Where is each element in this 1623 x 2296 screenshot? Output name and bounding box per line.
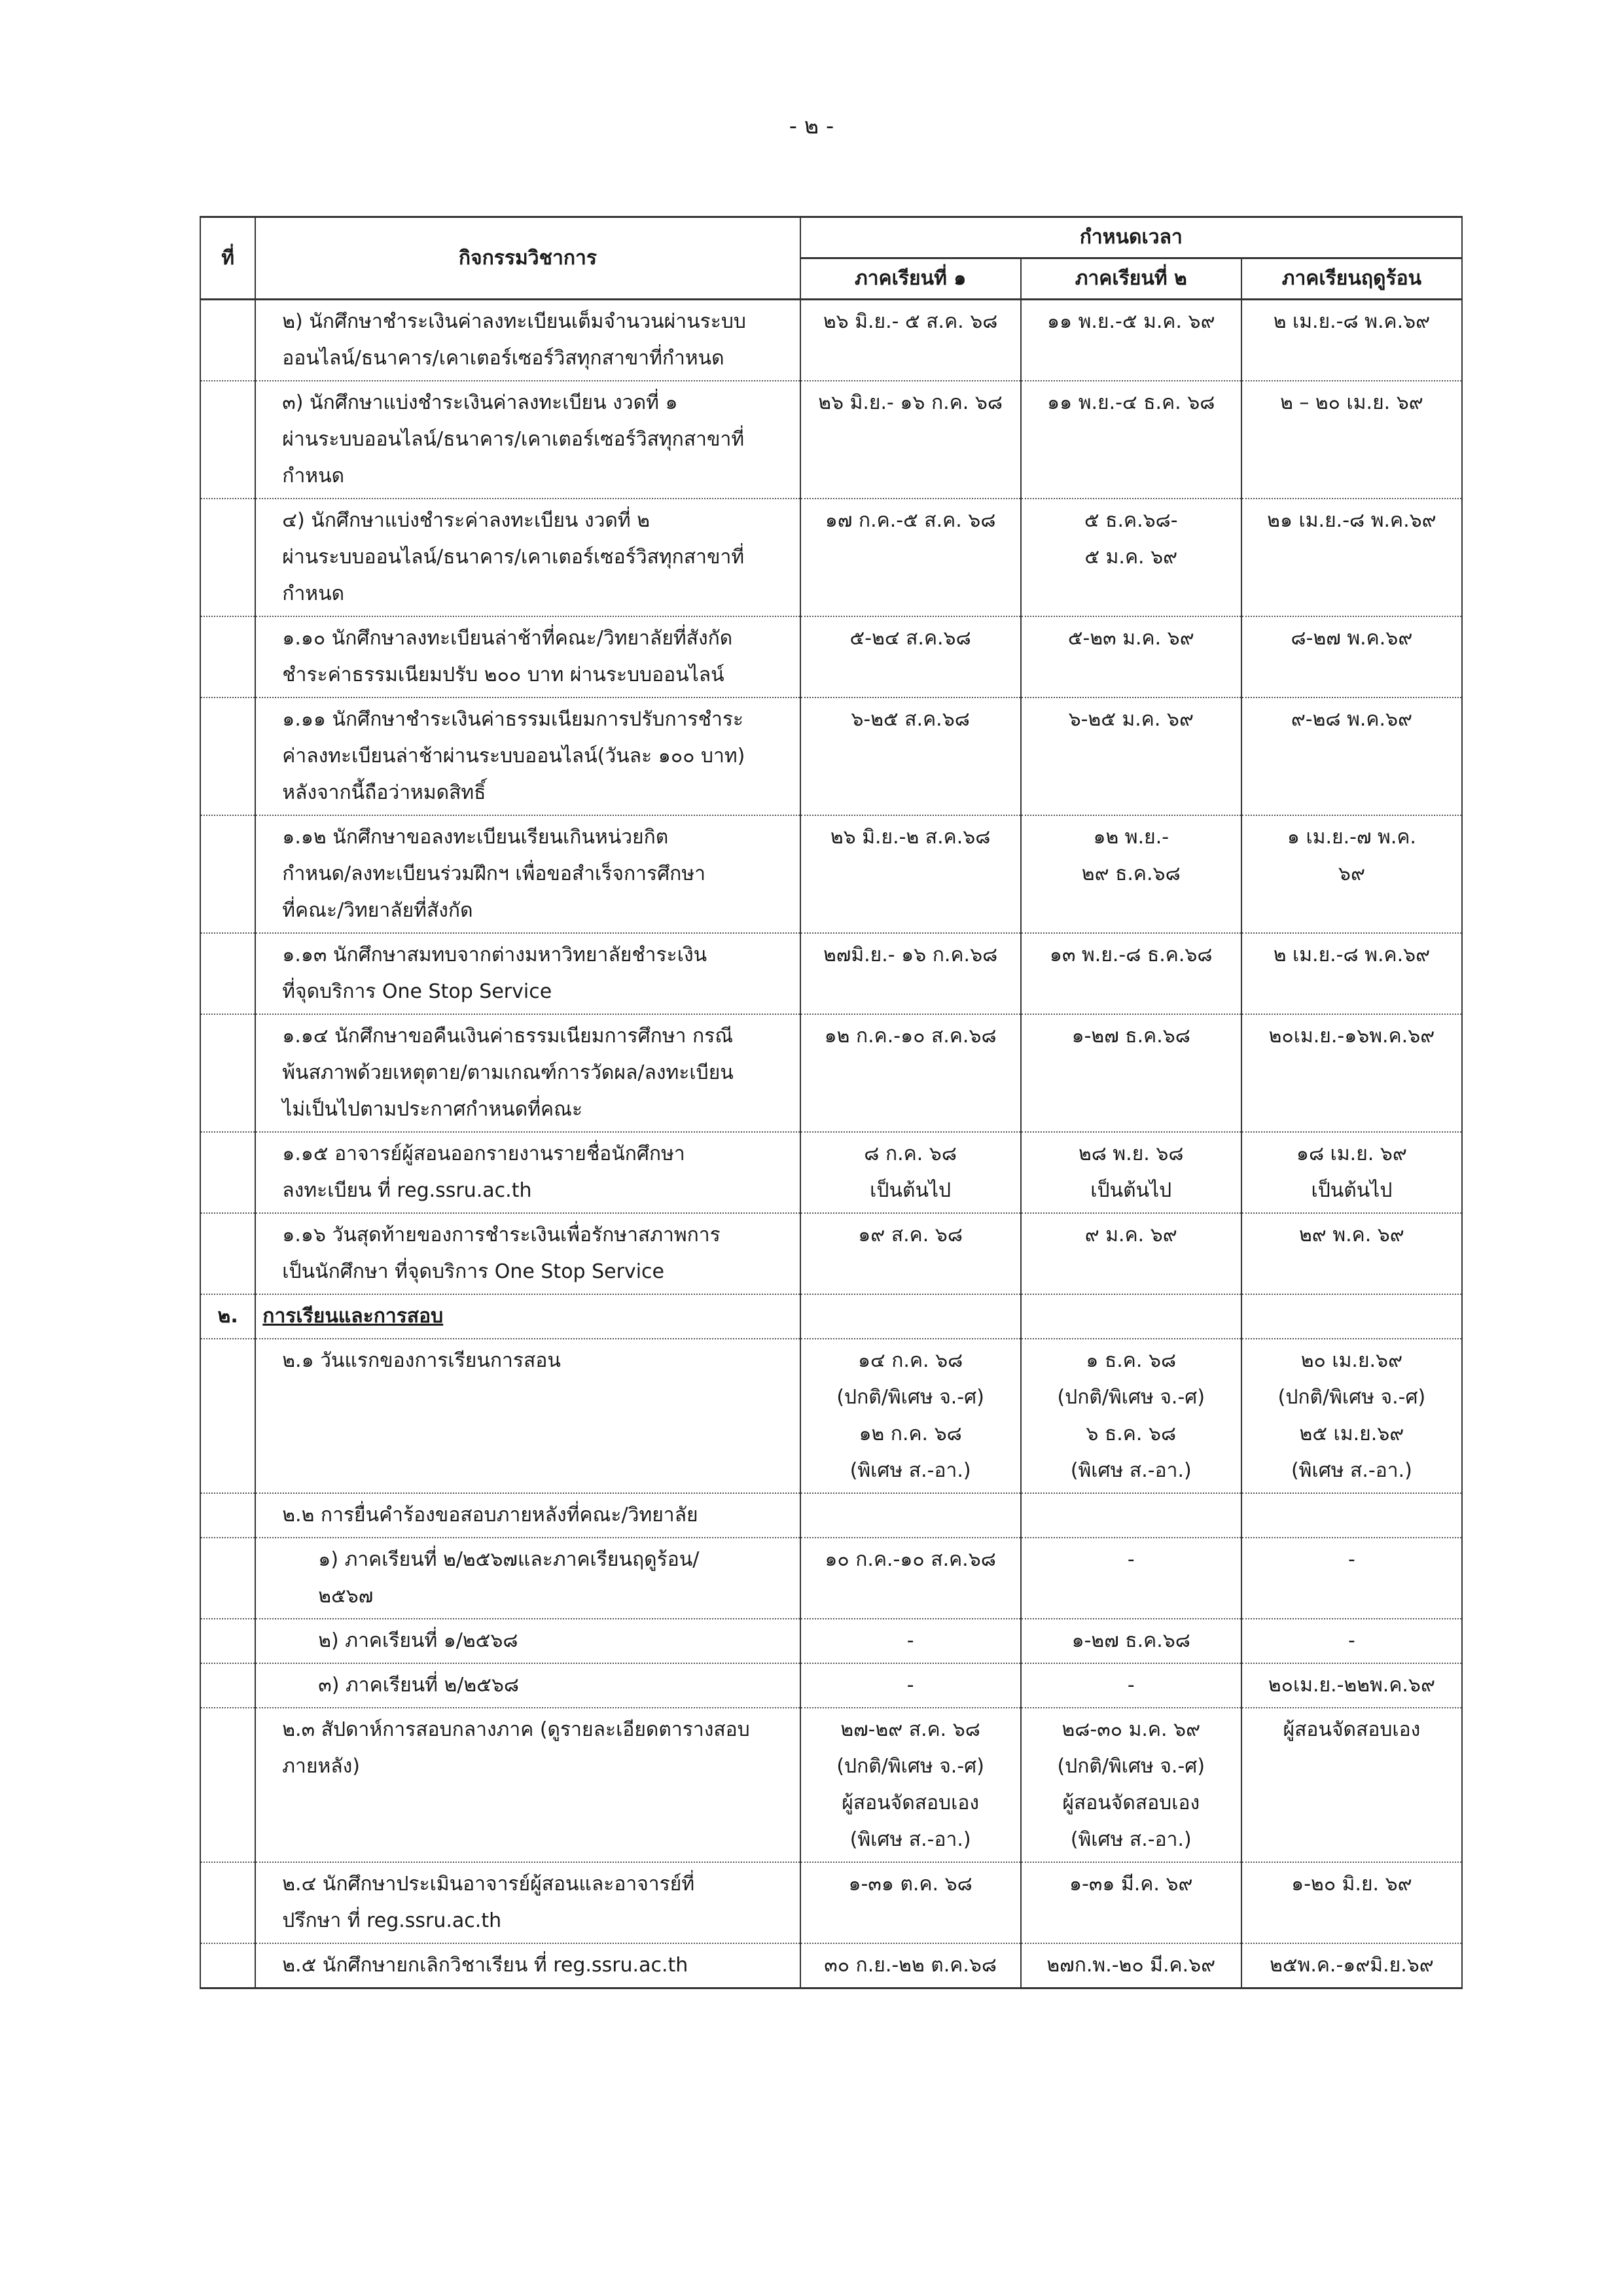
semester-1-date-line: ๑๒ ก.ค. ๖๘ <box>859 1422 962 1445</box>
activity-cell <box>255 1132 800 1213</box>
activity-cell-line: ไม่เป็นไปตามประกาศกำหนดที่คณะ <box>282 1098 583 1121</box>
summer-date <box>1241 300 1462 381</box>
table-row <box>200 300 1462 381</box>
semester-1-date <box>800 1943 1021 1988</box>
semester-2-date-line: ๑๒ พ.ย.- <box>1093 826 1169 849</box>
summer-date-line: ๖๙ <box>1338 862 1365 885</box>
summer-date-line: ๒ เม.ย.-๘ พ.ค.๖๙ <box>1273 944 1431 966</box>
activity-cell-line: ๑.๑๖ วันสุดท้ายของการชำระเงินเพื่อรักษาสภาพการ <box>282 1224 721 1246</box>
activity-cell-line: ๑.๑๔ นักศึกษาขอคืนเงินค่าธรรมเนียมการศึกษา กรณี <box>282 1025 734 1048</box>
activity-cell <box>255 698 800 815</box>
semester-1-date <box>800 300 1021 381</box>
summer-date-line: (ปกติ/พิเศษ จ.-ศ) <box>1277 1386 1426 1409</box>
semester-1-date <box>800 1708 1021 1862</box>
activity-cell-line: ๑.๑๒ นักศึกษาขอลงทะเบียนเรียนเกินหน่วยกิต <box>282 826 669 849</box>
semester-1-date-line: ๒๗-๒๙ ส.ค. ๖๘ <box>840 1718 980 1741</box>
page-number: - ๒ - <box>789 113 834 139</box>
activity-cell-line: ลงทะเบียน ที่ reg.ssru.ac.th <box>282 1179 532 1202</box>
semester-1-date-line: ๑๒ ก.ค.-๑๐ ส.ค.๖๘ <box>824 1025 997 1048</box>
semester-1-date <box>800 933 1021 1014</box>
semester-1-date-line: ๑๗ ก.ค.-๕ ส.ค. ๖๘ <box>825 509 996 532</box>
summer-date <box>1241 381 1462 499</box>
header-semester-2: ภาคเรียนที่ ๒ <box>1021 258 1241 300</box>
activity-cell-line: กำหนด <box>282 582 345 605</box>
semester-1-date-line: ๒๗มิ.ย.- ๑๖ ก.ค.๖๘ <box>823 944 998 966</box>
semester-2-date-line: ๑-๒๗ ธ.ค.๖๘ <box>1071 1025 1190 1048</box>
activity-cell-line: ๒.๔ นักศึกษาประเมินอาจารย์ผู้สอนและอาจารย์ที่ <box>282 1873 695 1896</box>
semester-2-date <box>1021 815 1241 933</box>
table-row <box>200 1014 1462 1132</box>
row-number <box>200 616 255 698</box>
summer-date <box>1241 815 1462 933</box>
semester-2-date-line: ๑ ธ.ค. ๖๘ <box>1086 1349 1177 1372</box>
activity-cell-line: ๒) นักศึกษาชำระเงินค่าลงทะเบียนเต็มจำนวนผ่านระบบ <box>282 310 746 333</box>
semester-2-date-line: - <box>1127 1548 1135 1571</box>
semester-2-date-line: ๕ ม.ค. ๖๙ <box>1084 546 1178 569</box>
semester-1-date-line: เป็นต้นไป <box>870 1179 952 1202</box>
row-number <box>200 1213 255 1294</box>
table-row <box>200 1538 1462 1619</box>
semester-2-date-line: ๕ ธ.ค.๖๘- <box>1084 509 1178 532</box>
semester-2-date <box>1021 1663 1241 1708</box>
semester-1-date-line: (ปกติ/พิเศษ จ.-ศ) <box>836 1755 984 1778</box>
table-row <box>200 1213 1462 1294</box>
activity-cell-line: ๒.๑ วันแรกของการเรียนการสอน <box>282 1349 561 1372</box>
summer-date-line: (พิเศษ ส.-อา.) <box>1291 1459 1412 1482</box>
semester-2-date <box>1021 1538 1241 1619</box>
activity-cell <box>255 381 800 499</box>
row-number <box>200 1862 255 1943</box>
header-schedule: กำหนดเวลา <box>800 217 1462 258</box>
summer-date <box>1241 1213 1462 1294</box>
activity-cell-line: ๒) ภาคเรียนที่ ๑/๒๕๖๘ <box>318 1629 518 1652</box>
semester-1-date-line: ๘ ก.ค. ๖๘ <box>864 1142 957 1165</box>
summer-date-line: - <box>1348 1548 1355 1571</box>
semester-1-date-line: ๕-๒๔ ส.ค.๖๘ <box>849 627 971 650</box>
table-row <box>200 1619 1462 1663</box>
activity-cell-line: ปรึกษา ที่ reg.ssru.ac.th <box>282 1909 502 1932</box>
semester-2-date-line: ๑-๓๑ มี.ค. ๖๙ <box>1069 1873 1193 1896</box>
header-semester-1: ภาคเรียนที่ ๑ <box>800 258 1021 300</box>
semester-2-date <box>1021 1619 1241 1663</box>
activity-cell-line: ผ่านระบบออนไลน์/ธนาคาร/เคาเตอร์เซอร์วิสทุกสาขาที่ <box>282 546 745 569</box>
summer-date <box>1241 1538 1462 1619</box>
semester-2-date-line: ๙ ม.ค. ๖๙ <box>1084 1224 1177 1246</box>
semester-1-date-line: ๖-๒๕ ส.ค.๖๘ <box>851 708 970 731</box>
semester-1-date-line: ๑๔ ก.ค. ๖๘ <box>857 1349 963 1372</box>
row-number <box>200 1619 255 1663</box>
table-row <box>200 1663 1462 1708</box>
summer-date <box>1241 1014 1462 1132</box>
activity-cell-line: พ้นสภาพด้วยเหตุตาย/ตามเกณฑ์การวัดผล/ลงทะเบียน <box>282 1061 734 1084</box>
semester-2-date-line: ๖ ธ.ค. ๖๘ <box>1086 1422 1177 1445</box>
summer-date <box>1241 698 1462 815</box>
activity-cell-line: ภายหลัง) <box>282 1755 360 1778</box>
table-row <box>200 815 1462 933</box>
activity-cell-line: ที่คณะ/วิทยาลัยที่สังกัด <box>282 899 473 922</box>
header-activity: กิจกรรมวิชาการ <box>255 217 800 300</box>
semester-2-date <box>1021 1213 1241 1294</box>
table-row <box>200 1708 1462 1862</box>
activity-cell-line: ค่าลงทะเบียนล่าช้าผ่านระบบออนไลน์(วันละ ๑๐๐ บาท) <box>282 745 745 768</box>
summer-date <box>1241 1708 1462 1862</box>
row-number <box>200 1943 255 1988</box>
semester-1-date-line: ผู้สอนจัดสอบเอง <box>842 1792 980 1814</box>
row-number <box>200 933 255 1014</box>
semester-2-date <box>1021 1294 1241 1339</box>
activity-cell <box>255 933 800 1014</box>
summer-date-line: เป็นต้นไป <box>1311 1179 1393 1202</box>
semester-2-date-line: ๒๘ พ.ย. ๖๘ <box>1078 1142 1184 1165</box>
activity-cell-line: หลังจากนี้ถือว่าหมดสิทธิ์ <box>282 781 486 804</box>
summer-date <box>1241 1339 1462 1493</box>
activity-cell-line: ชำระค่าธรรมเนียมปรับ ๒๐๐ บาท ผ่านระบบออนไลน์ <box>282 663 724 686</box>
activity-cell <box>255 1014 800 1132</box>
activity-cell <box>255 1493 800 1538</box>
activity-cell-line: ๔) นักศึกษาแบ่งชำระค่าลงทะเบียน งวดที่ ๒ <box>282 509 651 532</box>
table-row <box>200 616 1462 698</box>
semester-2-date <box>1021 698 1241 815</box>
summer-date-line: ๑๘ เม.ย. ๖๙ <box>1296 1142 1407 1165</box>
summer-date-line: ๑-๒๐ มิ.ย. ๖๙ <box>1291 1873 1412 1896</box>
semester-2-date-line: ๒๘-๓๐ ม.ค. ๖๙ <box>1061 1718 1201 1741</box>
row-number <box>200 1014 255 1132</box>
summer-date-line: ๒ เม.ย.-๘ พ.ค.๖๙ <box>1273 310 1431 333</box>
summer-date-line: ๒๑ เม.ย.-๘ พ.ค.๖๙ <box>1267 509 1436 532</box>
activity-cell <box>255 815 800 933</box>
semester-1-date-line: ๒๖ มิ.ย.-๒ ส.ค.๖๘ <box>830 826 991 849</box>
semester-1-date-line: ๑๐ ก.ค.-๑๐ ส.ค.๖๘ <box>825 1548 996 1571</box>
semester-2-date-line: ๒๗ก.พ.-๒๐ มี.ค.๖๙ <box>1046 1954 1216 1977</box>
section-number-line: ๒. <box>217 1305 238 1328</box>
semester-2-date <box>1021 1708 1241 1862</box>
semester-1-date <box>800 1294 1021 1339</box>
summer-date-line: ๙-๒๘ พ.ค.๖๙ <box>1291 708 1412 731</box>
activity-cell <box>255 1663 800 1708</box>
semester-1-date-line: ๑-๓๑ ต.ค. ๖๘ <box>848 1873 972 1896</box>
summer-date-line: ๒ – ๒๐ เม.ย. ๖๙ <box>1280 391 1423 414</box>
semester-2-date-line: (พิเศษ ส.-อา.) <box>1070 1459 1192 1482</box>
row-number <box>200 499 255 616</box>
semester-1-date <box>800 1619 1021 1663</box>
semester-2-date-line: (ปกติ/พิเศษ จ.-ศ) <box>1057 1755 1205 1778</box>
table-row <box>200 1862 1462 1943</box>
summer-date <box>1241 1132 1462 1213</box>
summer-date <box>1241 616 1462 698</box>
semester-1-date <box>800 1132 1021 1213</box>
activity-cell-line: ๑) ภาคเรียนที่ ๒/๒๕๖๗และภาคเรียนฤดูร้อน/ <box>318 1548 700 1571</box>
table-row <box>200 1943 1462 1988</box>
semester-2-date <box>1021 1862 1241 1943</box>
activity-cell <box>255 1708 800 1862</box>
row-number <box>200 1708 255 1862</box>
section-title <box>255 1294 800 1339</box>
semester-1-date <box>800 1538 1021 1619</box>
semester-2-date-line: ๒๙ ธ.ค.๖๘ <box>1081 862 1181 885</box>
activity-cell <box>255 1619 800 1663</box>
activity-cell-line: ๑.๑๑ นักศึกษาชำระเงินค่าธรรมเนียมการปรับการชำระ <box>282 708 744 731</box>
semester-2-date-line: เป็นต้นไป <box>1090 1179 1172 1202</box>
table-row <box>200 381 1462 499</box>
summer-date <box>1241 933 1462 1014</box>
semester-2-date <box>1021 616 1241 698</box>
semester-1-date-line: (พิเศษ ส.-อา.) <box>849 1828 971 1851</box>
table-row <box>200 933 1462 1014</box>
activity-cell-line: ๓) นักศึกษาแบ่งชำระเงินค่าลงทะเบียน งวดที่ ๑ <box>282 391 678 414</box>
summer-date-line: - <box>1348 1629 1355 1652</box>
semester-1-date <box>800 1493 1021 1538</box>
summer-date <box>1241 1862 1462 1943</box>
activity-cell-line: ๒.๒ การยื่นคำร้องขอสอบภายหลังที่คณะ/วิทยาลัย <box>282 1504 698 1527</box>
semester-1-date-line: ๒๖ มิ.ย.- ๕ ส.ค. ๖๘ <box>823 310 998 333</box>
activity-cell <box>255 616 800 698</box>
semester-1-date <box>800 1862 1021 1943</box>
semester-1-date-line: ๓๐ ก.ย.-๒๒ ต.ค.๖๘ <box>824 1954 997 1977</box>
section-title-line: การเรียนและการสอบ <box>262 1305 444 1328</box>
table-row <box>200 499 1462 616</box>
semester-1-date <box>800 1014 1021 1132</box>
activity-cell <box>255 1339 800 1493</box>
row-number <box>200 1132 255 1213</box>
semester-2-date-line: ๑๓ พ.ย.-๘ ธ.ค.๖๘ <box>1049 944 1213 966</box>
activity-cell-line: ออนไลน์/ธนาคาร/เคาเตอร์เซอร์วิสทุกสาขาที่กำหนด <box>282 347 724 370</box>
summer-date <box>1241 499 1462 616</box>
summer-date-line: ผู้สอนจัดสอบเอง <box>1283 1718 1421 1741</box>
semester-1-date-line: (พิเศษ ส.-อา.) <box>849 1459 971 1482</box>
semester-2-date-line: ๑-๒๗ ธ.ค.๖๘ <box>1071 1629 1190 1652</box>
semester-1-date <box>800 815 1021 933</box>
row-number <box>200 1663 255 1708</box>
section-heading-row <box>200 1294 1462 1339</box>
activity-cell <box>255 1862 800 1943</box>
activity-cell-line: เป็นนักศึกษา ที่จุดบริการ One Stop Service <box>282 1260 665 1283</box>
semester-2-date-line: ๕-๒๓ ม.ค. ๖๙ <box>1067 627 1194 650</box>
table-row <box>200 1132 1462 1213</box>
semester-2-date <box>1021 1493 1241 1538</box>
header-summer: ภาคเรียนฤดูร้อน <box>1241 258 1462 300</box>
semester-2-date-line: ๖-๒๕ ม.ค. ๖๙ <box>1068 708 1194 731</box>
activity-cell-line: กำหนด <box>282 465 345 487</box>
semester-2-date <box>1021 1943 1241 1988</box>
section-number <box>200 1294 255 1339</box>
summer-date <box>1241 1619 1462 1663</box>
semester-2-date <box>1021 933 1241 1014</box>
table-row <box>200 1493 1462 1538</box>
summer-date-line: ๒๕ เม.ย.๖๙ <box>1299 1422 1404 1445</box>
semester-2-date <box>1021 1339 1241 1493</box>
semester-2-date-line: (ปกติ/พิเศษ จ.-ศ) <box>1057 1386 1205 1409</box>
summer-date <box>1241 1943 1462 1988</box>
academic-schedule-table <box>200 216 1463 1989</box>
activity-cell-line: ๒.๓ สัปดาห์การสอบกลางภาค (ดูรายละเอียดตารางสอบ <box>282 1718 750 1741</box>
semester-1-date-line: (ปกติ/พิเศษ จ.-ศ) <box>836 1386 984 1409</box>
summer-date-line: ๘-๒๗ พ.ค.๖๙ <box>1291 627 1413 650</box>
row-number <box>200 381 255 499</box>
row-number <box>200 1339 255 1493</box>
row-number <box>200 698 255 815</box>
semester-1-date-line: - <box>906 1629 914 1652</box>
activity-cell <box>255 1213 800 1294</box>
semester-1-date-line: ๒๖ มิ.ย.- ๑๖ ก.ค. ๖๘ <box>818 391 1003 414</box>
activity-cell-line: ๒๕๖๗ <box>318 1585 374 1608</box>
semester-1-date-line: - <box>906 1674 914 1697</box>
semester-2-date <box>1021 499 1241 616</box>
semester-2-date-line: ผู้สอนจัดสอบเอง <box>1062 1792 1200 1814</box>
activity-cell-line: ผ่านระบบออนไลน์/ธนาคาร/เคาเตอร์เซอร์วิสทุกสาขาที่ <box>282 428 745 451</box>
semester-1-date <box>800 1339 1021 1493</box>
summer-date <box>1241 1294 1462 1339</box>
semester-1-date <box>800 499 1021 616</box>
semester-2-date <box>1021 1132 1241 1213</box>
activity-cell <box>255 300 800 381</box>
activity-cell-line: ๑.๑๐ นักศึกษาลงทะเบียนล่าช้าที่คณะ/วิทยาลัยที่สังกัด <box>282 627 733 650</box>
summer-date-line: ๒๐เม.ย.-๒๒พ.ค.๖๙ <box>1268 1674 1435 1697</box>
activity-cell-line: ที่จุดบริการ One Stop Service <box>282 980 552 1003</box>
row-number <box>200 300 255 381</box>
semester-2-date <box>1021 300 1241 381</box>
semester-2-date-line: ๑๑ พ.ย.-๔ ธ.ค. ๖๘ <box>1047 391 1215 414</box>
semester-1-date-line: ๑๙ ส.ค. ๖๘ <box>858 1224 963 1246</box>
activity-cell-line: กำหนด/ลงทะเบียนร่วมฝึกฯ เพื่อขอสำเร็จการศึกษา <box>282 862 705 885</box>
semester-2-date-line: ๑๑ พ.ย.-๕ ม.ค. ๖๙ <box>1046 310 1215 333</box>
activity-cell-line: ๒.๕ นักศึกษายกเลิกวิชาเรียน ที่ reg.ssru.ac.th <box>282 1954 688 1977</box>
semester-2-date-line: - <box>1127 1674 1135 1697</box>
activity-cell-line: ๑.๑๕ อาจารย์ผู้สอนออกรายงานรายชื่อนักศึกษา <box>282 1142 685 1165</box>
semester-1-date <box>800 616 1021 698</box>
activity-cell <box>255 1943 800 1988</box>
summer-date-line: ๒๐ เม.ย.๖๙ <box>1300 1349 1403 1372</box>
semester-1-date <box>800 381 1021 499</box>
semester-1-date <box>800 698 1021 815</box>
header-no: ที่ <box>200 217 255 300</box>
semester-2-date <box>1021 381 1241 499</box>
row-number <box>200 1493 255 1538</box>
summer-date-line: ๒๕พ.ค.-๑๙มิ.ย.๖๙ <box>1270 1954 1434 1977</box>
summer-date-line: ๑ เม.ย.-๗ พ.ค. <box>1287 826 1416 849</box>
row-number <box>200 815 255 933</box>
semester-2-date-line: (พิเศษ ส.-อา.) <box>1070 1828 1192 1851</box>
schedule-body <box>200 300 1462 1988</box>
activity-cell <box>255 1538 800 1619</box>
semester-1-date <box>800 1663 1021 1708</box>
summer-date <box>1241 1663 1462 1708</box>
row-number <box>200 1538 255 1619</box>
table-row <box>200 698 1462 815</box>
summer-date-line: ๒๙ พ.ค. ๖๙ <box>1299 1224 1404 1246</box>
summer-date-line: ๒๐เม.ย.-๑๖พ.ค.๖๙ <box>1268 1025 1435 1048</box>
summer-date <box>1241 1493 1462 1538</box>
activity-cell <box>255 499 800 616</box>
activity-cell-line: ๑.๑๓ นักศึกษาสมทบจากต่างมหาวิทยาลัยชำระเงิน <box>282 944 707 966</box>
semester-2-date <box>1021 1014 1241 1132</box>
activity-cell-line: ๓) ภาคเรียนที่ ๒/๒๕๖๘ <box>318 1674 520 1697</box>
semester-1-date <box>800 1213 1021 1294</box>
table-row <box>200 1339 1462 1493</box>
